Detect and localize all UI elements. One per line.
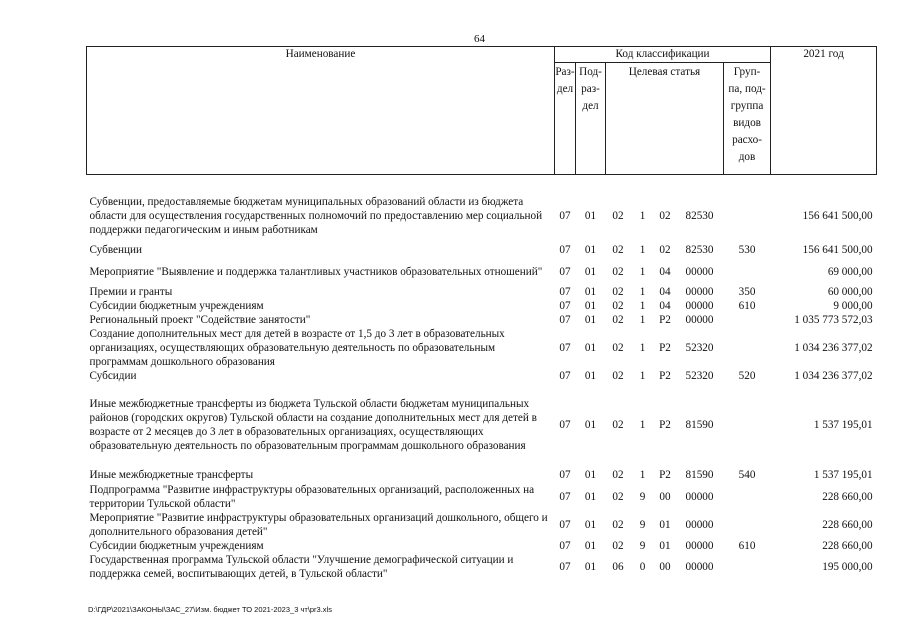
row-target-1: 02 bbox=[612, 314, 624, 326]
row-name: Мероприятие "Развитие инфраструктуры образовательных организаций дошкольного, общего и дополнительного образования детей" bbox=[89, 512, 548, 538]
row-podrazdel: 01 bbox=[584, 342, 597, 354]
row-target-1: 06 bbox=[612, 561, 624, 573]
row-target-3: 01 bbox=[659, 540, 671, 552]
file-path-footer: D:\ГДР\2021\ЗАКОНЫ\ЗАС_27\Изм. бюджет ТО 2021-2023_3 чт\pr3.xls bbox=[88, 605, 332, 614]
row-target-2: 9 bbox=[639, 540, 646, 552]
row-group bbox=[724, 483, 771, 511]
table-row bbox=[87, 467, 877, 483]
row-target-4: 00000 bbox=[685, 540, 714, 552]
spacer-row bbox=[87, 175, 877, 192]
table-row bbox=[87, 299, 877, 313]
row-amount: 69 000,00 bbox=[827, 266, 873, 278]
row-target-1: 02 bbox=[612, 300, 624, 312]
row-podrazdel: 01 bbox=[584, 314, 597, 326]
row-amount: 195 000,00 bbox=[822, 561, 873, 573]
row-target-3: 04 bbox=[659, 266, 671, 278]
table-row bbox=[87, 511, 877, 539]
row-podrazdel: 01 bbox=[584, 266, 597, 278]
row-target-3: 00 bbox=[659, 561, 671, 573]
row-razdel: 07 bbox=[559, 244, 571, 256]
row-target-1: 02 bbox=[612, 469, 624, 481]
row-name: Государственная программа Тульской области "Улучшение демографической ситуации и поддержка семей, воспитывающих детей, в Тульской области" bbox=[89, 554, 514, 580]
row-amount: 9 000,00 bbox=[833, 300, 873, 312]
row-amount: 156 641 500,00 bbox=[802, 210, 873, 222]
row-target-4: 81590 bbox=[685, 419, 714, 431]
row-target-2: 1 bbox=[639, 469, 646, 481]
row-razdel: 07 bbox=[559, 266, 571, 278]
row-target-4: 00000 bbox=[685, 314, 714, 326]
table-row bbox=[87, 191, 877, 241]
row-target-4: 00000 bbox=[685, 519, 714, 531]
row-razdel: 07 bbox=[559, 210, 571, 222]
row-razdel: 07 bbox=[559, 370, 571, 382]
row-target-4: 00000 bbox=[685, 561, 714, 573]
row-name: Иные межбюджетные трансферты bbox=[89, 469, 254, 481]
row-group: 610 bbox=[738, 540, 756, 552]
row-target-3: 04 bbox=[659, 286, 671, 298]
column-header-group: Груп- па, под- группа видов расхо- дов bbox=[724, 63, 771, 175]
row-group bbox=[724, 259, 771, 285]
table-row bbox=[87, 285, 877, 299]
row-name: Субсидии бюджетным учреждениям bbox=[89, 300, 264, 312]
row-amount: 1 034 236 377,02 bbox=[794, 370, 873, 382]
row-razdel: 07 bbox=[559, 519, 571, 531]
row-target-1: 02 bbox=[612, 540, 624, 552]
row-name: Премии и гранты bbox=[89, 286, 173, 298]
row-amount: 228 660,00 bbox=[822, 519, 873, 531]
row-podrazdel: 01 bbox=[584, 286, 597, 298]
row-group: 610 bbox=[738, 300, 756, 312]
table-row bbox=[87, 553, 877, 581]
column-header-razdel: Раз- дел bbox=[555, 63, 576, 175]
row-target-3: P2 bbox=[659, 370, 671, 382]
row-target-2: 1 bbox=[639, 244, 646, 256]
row-podrazdel: 01 bbox=[584, 419, 597, 431]
row-razdel: 07 bbox=[559, 314, 571, 326]
row-razdel: 07 bbox=[559, 561, 571, 573]
row-razdel: 07 bbox=[559, 300, 571, 312]
row-target-2: 1 bbox=[639, 266, 646, 278]
row-name: Мероприятие "Выявление и поддержка талантливых участников образовательных отношений" bbox=[89, 266, 543, 278]
row-target-1: 02 bbox=[612, 244, 624, 256]
row-razdel: 07 bbox=[559, 491, 571, 503]
row-amount: 228 660,00 bbox=[822, 491, 873, 503]
row-amount: 1 035 773 572,03 bbox=[794, 314, 873, 326]
row-name: Создание дополнительных мест для детей в возрасте от 1,5 до 3 лет в образовательных организациях, осуществляющих образовательную деятельность по образовательным программам дошкольного образования bbox=[89, 328, 505, 368]
row-target-3: P2 bbox=[659, 469, 671, 481]
row-name: Субвенции bbox=[89, 244, 142, 256]
column-header-name: Наименование bbox=[87, 47, 555, 175]
row-podrazdel: 01 bbox=[584, 370, 597, 382]
table-row bbox=[87, 383, 877, 467]
table-row bbox=[87, 483, 877, 511]
row-podrazdel: 01 bbox=[584, 244, 597, 256]
row-target-4: 81590 bbox=[685, 469, 714, 481]
row-name: Субсидии бюджетным учреждениям bbox=[89, 540, 264, 552]
row-target-4: 82530 bbox=[685, 210, 714, 222]
row-amount: 156 641 500,00 bbox=[802, 244, 873, 256]
row-name: Региональный проект "Содействие занятости" bbox=[89, 314, 311, 326]
row-target-1: 02 bbox=[612, 491, 624, 503]
budget-table bbox=[86, 46, 877, 581]
row-target-1: 02 bbox=[612, 519, 624, 531]
row-group bbox=[724, 383, 771, 467]
row-podrazdel: 01 bbox=[584, 561, 597, 573]
row-group: 350 bbox=[738, 286, 756, 298]
table-body bbox=[87, 175, 877, 582]
row-group bbox=[724, 313, 771, 327]
table-row bbox=[87, 313, 877, 327]
row-target-3: P2 bbox=[659, 419, 671, 431]
column-header-code: Код классификации bbox=[555, 47, 771, 63]
row-target-2: 1 bbox=[639, 370, 646, 382]
row-group bbox=[724, 191, 771, 241]
row-target-2: 1 bbox=[639, 286, 646, 298]
row-target-1: 02 bbox=[612, 342, 624, 354]
table-row bbox=[87, 241, 877, 259]
row-target-1: 02 bbox=[612, 419, 624, 431]
row-target-3: 01 bbox=[659, 519, 671, 531]
row-razdel: 07 bbox=[559, 286, 571, 298]
column-header-year: 2021 год bbox=[771, 47, 877, 175]
row-target-3: P2 bbox=[659, 314, 671, 326]
row-target-2: 1 bbox=[639, 314, 646, 326]
row-target-2: 1 bbox=[639, 210, 646, 222]
row-target-4: 00000 bbox=[685, 300, 714, 312]
row-name: Иные межбюджетные трансферты из бюджета Тульской области бюджетам муниципальных районов (городских округов) Тульской области на создание дополнительных мест для детей в возрасте от 2 месяцев до 3 лет в образовательных организациях, осуществляющих образовательную деятельность по образовательным программам дошкольного образования bbox=[89, 398, 537, 452]
row-target-2: 0 bbox=[639, 561, 646, 573]
row-target-2: 1 bbox=[639, 300, 646, 312]
row-target-1: 02 bbox=[612, 370, 624, 382]
page-number: 64 bbox=[474, 33, 485, 45]
row-name: Субвенции, предоставляемые бюджетам муниципальных образований области из бюджета области для осуществления государственных полномочий по предоставлению мер социальной поддержки педагогическим и иным работникам bbox=[89, 196, 543, 236]
row-target-2: 1 bbox=[639, 342, 646, 354]
table-row bbox=[87, 539, 877, 553]
row-target-4: 00000 bbox=[685, 266, 714, 278]
row-target-4: 52320 bbox=[685, 370, 714, 382]
row-name: Субсидии bbox=[89, 370, 137, 382]
row-group: 520 bbox=[738, 370, 756, 382]
row-podrazdel: 01 bbox=[584, 210, 597, 222]
row-amount: 1 537 195,01 bbox=[813, 419, 873, 431]
row-podrazdel: 01 bbox=[584, 519, 597, 531]
row-target-1: 02 bbox=[612, 266, 624, 278]
row-podrazdel: 01 bbox=[584, 491, 597, 503]
row-name: Подпрограмма "Развитие инфраструктуры образовательных организаций, расположенных на территории Тульской области" bbox=[89, 484, 535, 510]
row-amount: 60 000,00 bbox=[827, 286, 873, 298]
table-header bbox=[87, 47, 877, 175]
table-row bbox=[87, 327, 877, 369]
row-target-3: 00 bbox=[659, 491, 671, 503]
row-razdel: 07 bbox=[559, 540, 571, 552]
row-group bbox=[724, 553, 771, 581]
row-target-1: 02 bbox=[612, 286, 624, 298]
row-podrazdel: 01 bbox=[584, 469, 597, 481]
row-target-3: 02 bbox=[659, 244, 671, 256]
row-razdel: 07 bbox=[559, 342, 571, 354]
row-target-2: 9 bbox=[639, 519, 646, 531]
row-target-3: 04 bbox=[659, 300, 671, 312]
row-podrazdel: 01 bbox=[584, 300, 597, 312]
table-row bbox=[87, 369, 877, 383]
table-row bbox=[87, 259, 877, 285]
row-razdel: 07 bbox=[559, 419, 571, 431]
row-group: 530 bbox=[738, 244, 756, 256]
row-target-4: 00000 bbox=[685, 491, 714, 503]
row-target-1: 02 bbox=[612, 210, 624, 222]
row-target-2: 9 bbox=[639, 491, 646, 503]
row-amount: 1 034 236 377,02 bbox=[794, 342, 873, 354]
row-target-4: 00000 bbox=[685, 286, 714, 298]
row-target-2: 1 bbox=[639, 419, 646, 431]
row-amount: 1 537 195,01 bbox=[813, 469, 873, 481]
row-group: 540 bbox=[738, 469, 756, 481]
row-target-4: 52320 bbox=[685, 342, 714, 354]
row-amount: 228 660,00 bbox=[822, 540, 873, 552]
row-group bbox=[724, 511, 771, 539]
row-target-3: 02 bbox=[659, 210, 671, 222]
column-header-podrazdel: Под- раз- дел bbox=[576, 63, 606, 175]
row-razdel: 07 bbox=[559, 469, 571, 481]
row-podrazdel: 01 bbox=[584, 540, 597, 552]
row-group bbox=[724, 327, 771, 369]
column-header-target: Целевая статья bbox=[606, 63, 724, 175]
row-target-4: 82530 bbox=[685, 244, 714, 256]
row-target-3: P2 bbox=[659, 342, 671, 354]
